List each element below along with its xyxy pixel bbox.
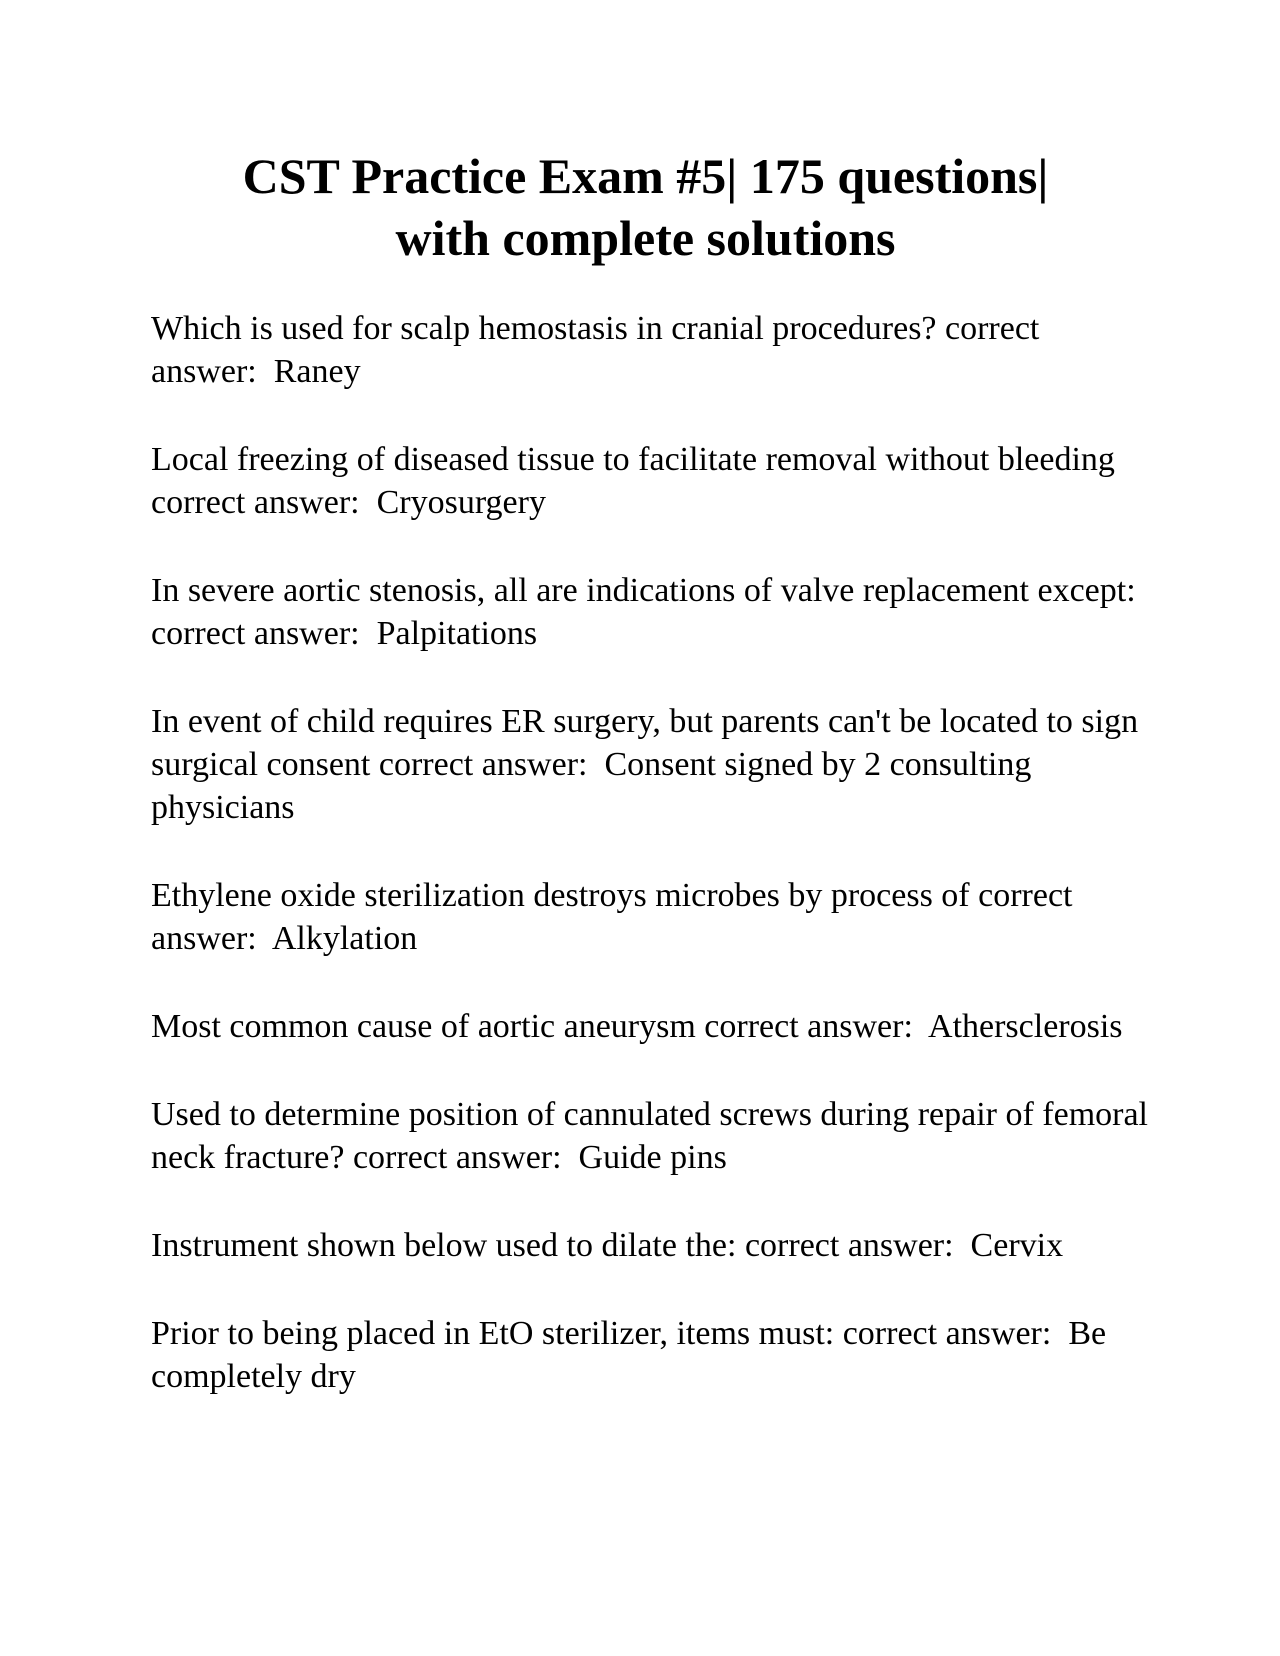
qa-item-5: Ethylene oxide sterilization destroys microbes by process of correct answer: Alkylation <box>151 877 1081 957</box>
qa-item-2: Local freezing of diseased tissue to facilitate removal without bleeding correct answer: Cryosurgery <box>151 441 1124 521</box>
qa-item-4: In event of child requires ER surgery, but parents can't be located to sign surgical consent correct answer: Consent signed by 2 consulting physicians <box>151 703 1147 826</box>
qa-item-6: Most common cause of aortic aneurysm correct answer: Athersclerosis <box>151 1008 1123 1045</box>
document-title <box>151 145 1140 307</box>
qa-item-3: In severe aortic stenosis, all are indications of valve replacement except: correct answer: Palpitations <box>151 572 1145 652</box>
title-line-2: with complete solutions <box>395 210 896 266</box>
qa-item-9: Prior to being placed in EtO sterilizer, items must: correct answer: Be completely dry <box>151 1315 1115 1395</box>
title-line-1: CST Practice Exam #5| 175 questions| <box>242 148 1049 204</box>
qa-item-7: Used to determine position of cannulated screws during repair of femoral neck fracture? correct answer: Guide pins <box>151 1096 1157 1176</box>
qa-item-1: Which is used for scalp hemostasis in cranial procedures? correct answer: Raney <box>151 310 1048 390</box>
qa-item-8: Instrument shown below used to dilate the: correct answer: Cervix <box>151 1227 1064 1264</box>
